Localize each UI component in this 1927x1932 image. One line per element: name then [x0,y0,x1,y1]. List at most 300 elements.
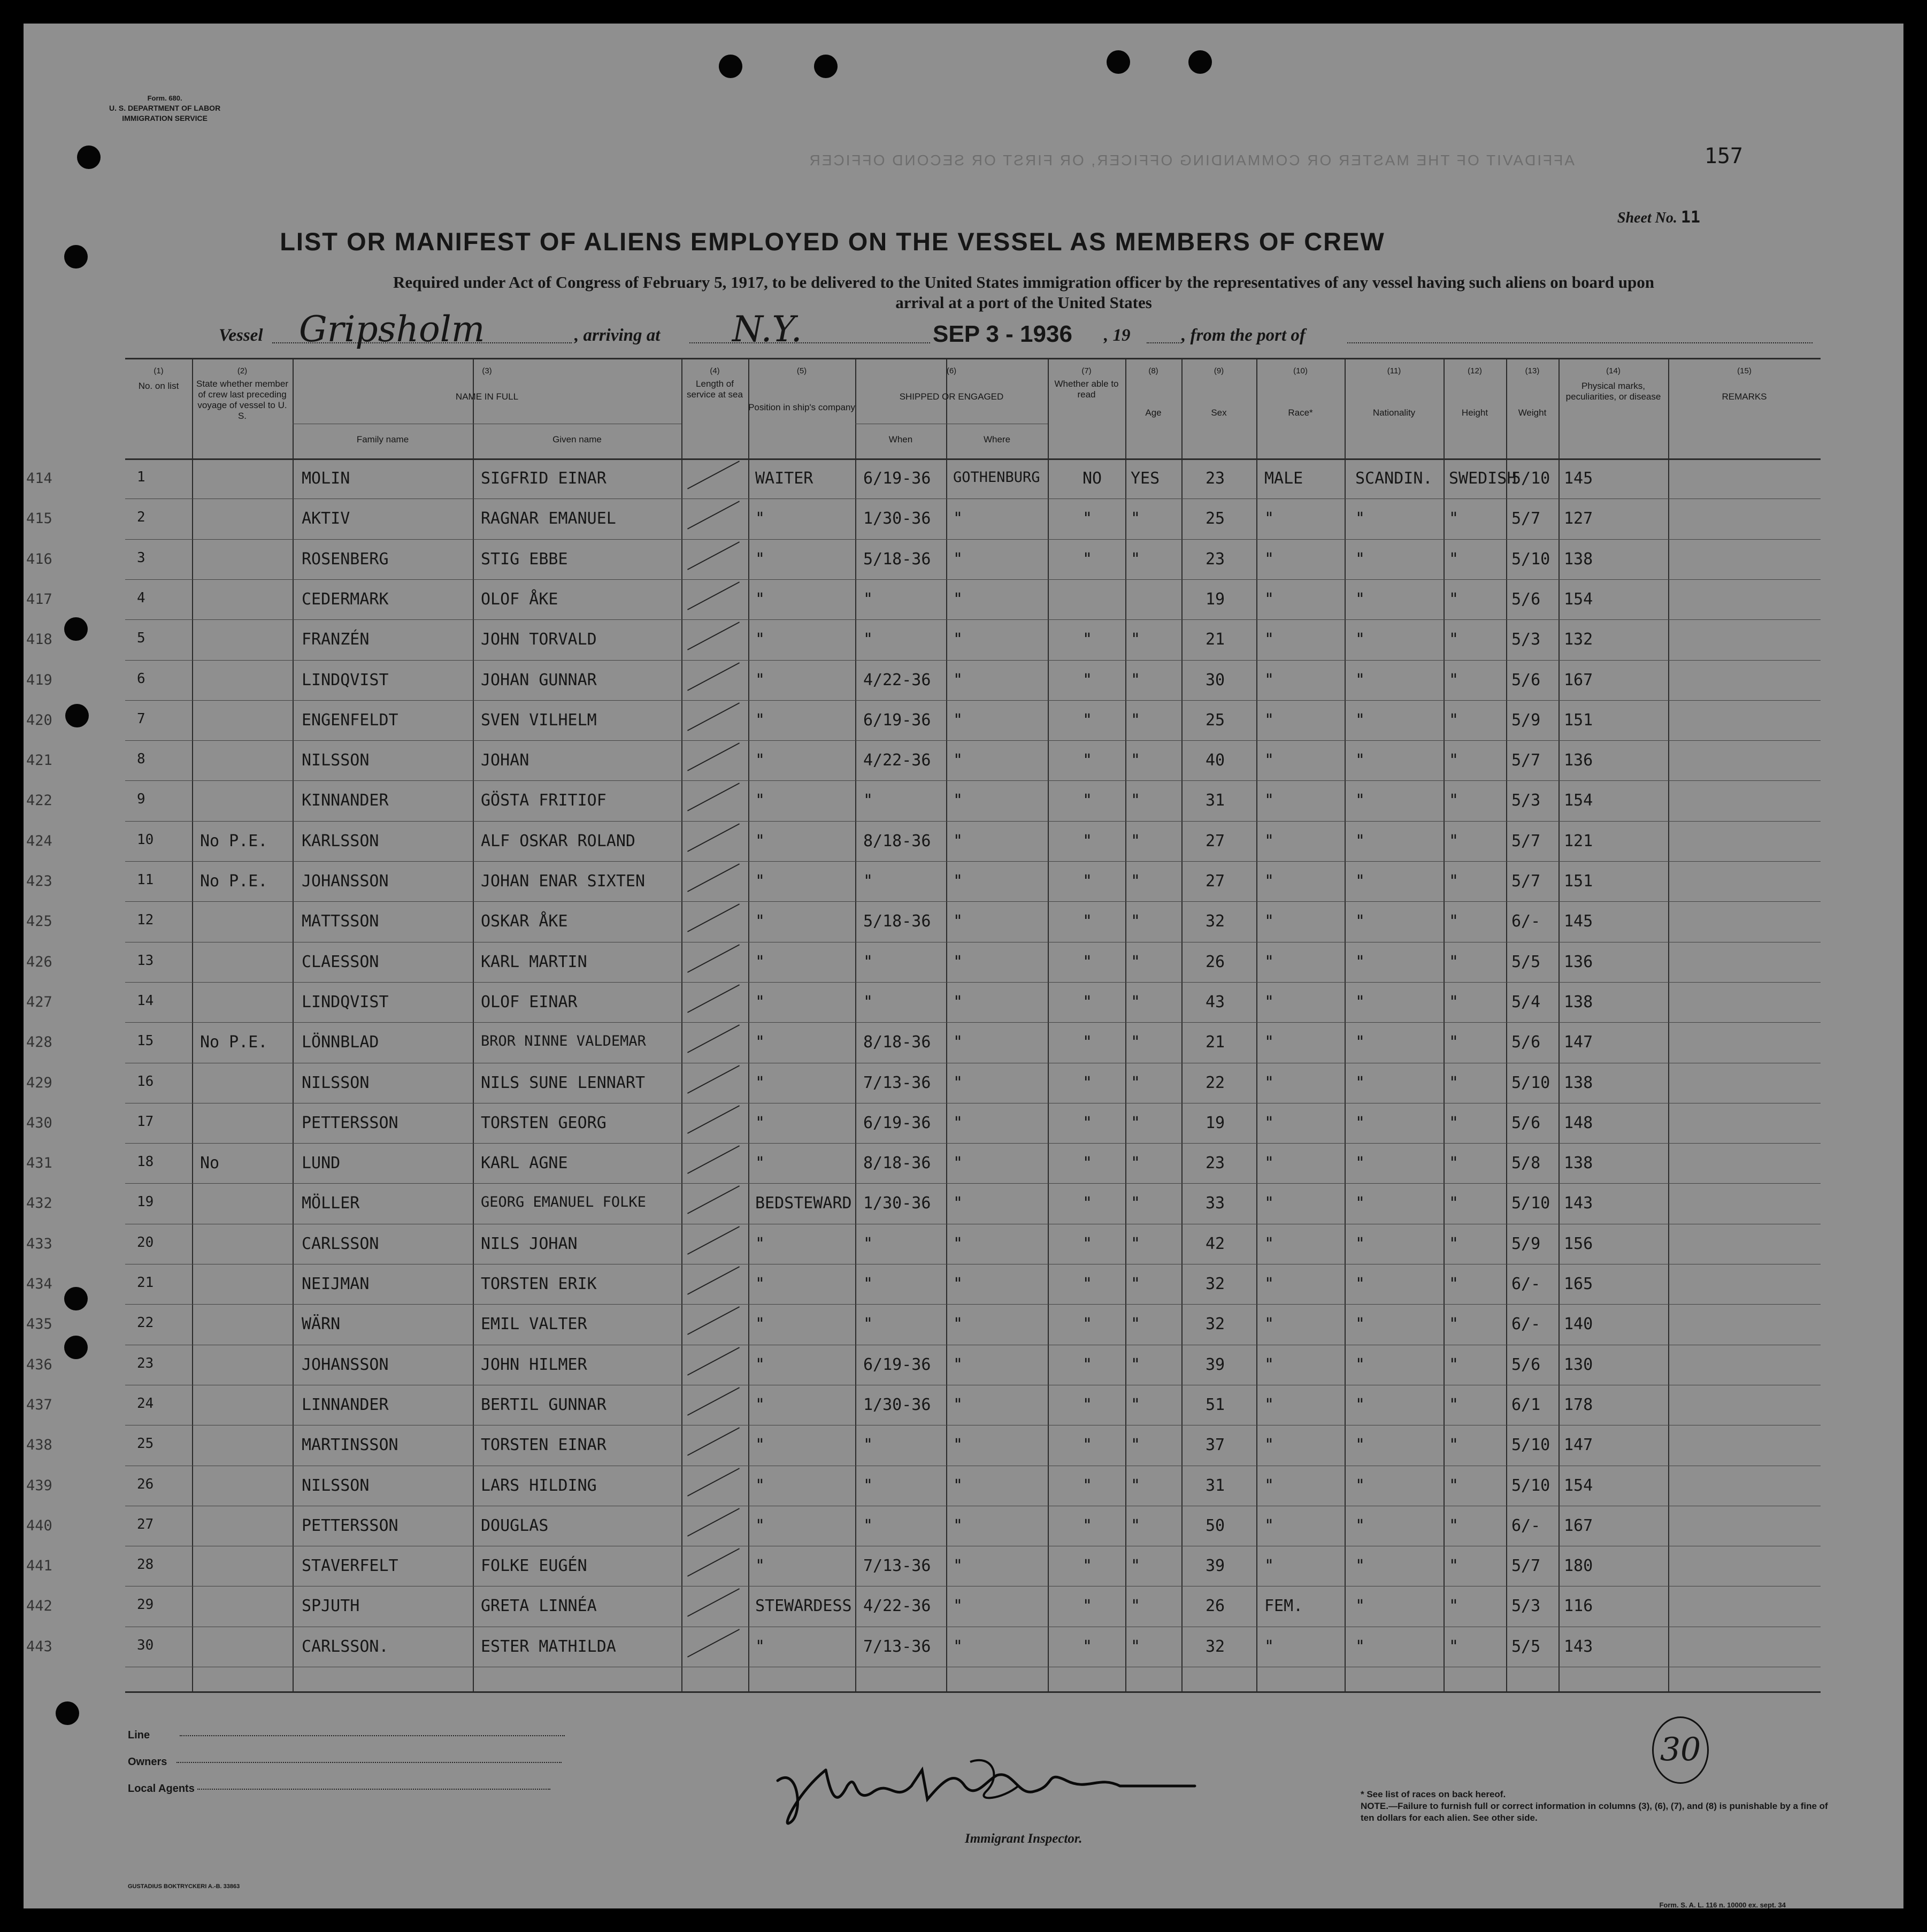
shipped-when: " [863,791,873,810]
shipped-when: " [863,952,873,971]
weight-value: 180 [1564,1557,1593,1576]
age-value: 21 [1206,1033,1225,1052]
height-value: 5/6 [1511,1355,1541,1374]
race-value: " [1355,992,1365,1011]
able-to-read-value: " [1131,992,1141,1011]
shipped-when: 7/13-36 [863,1073,931,1092]
height-value: 5/10 [1511,549,1550,569]
position-value: " [755,831,765,850]
height-value: 5/8 [1511,1154,1541,1173]
header-remarks: REMARKS [1722,392,1767,402]
shipped-when: " [863,992,873,1011]
shipped-when: 4/22-36 [863,670,931,689]
shipped-when: 7/13-36 [863,1557,931,1576]
pencil-slash [687,1226,740,1254]
sequence-number: 432 [26,1195,52,1212]
given-name: JOHN TORVALD [481,630,597,649]
row-number: 20 [137,1234,154,1251]
header-age: Age [1145,408,1162,418]
sequence-number: 443 [26,1638,52,1655]
header-c8-number: (8) [1148,366,1158,375]
nationality-value: " [1449,1073,1459,1092]
given-name: OLOF EINAR [481,992,578,1011]
nationality-value: " [1449,1154,1459,1173]
weight-value: 132 [1564,630,1593,649]
header-no-on-list: No. on list [138,381,179,391]
given-name: STIG EBBE [481,549,568,569]
position-value: " [755,1395,765,1414]
row-rule [125,1143,1821,1144]
shipped-when: 7/13-36 [863,1637,931,1656]
weight-value: 138 [1564,549,1593,569]
pencil-slash [687,904,740,932]
able-to-read-value: " [1131,1557,1141,1576]
age-value: 43 [1206,992,1225,1011]
sequence-number: 417 [26,591,52,608]
header-height: Height [1461,408,1488,418]
position-value: " [755,1275,765,1293]
header-rule [125,458,1821,460]
pencil-slash [687,1468,740,1496]
sex-value: MALE [1264,469,1303,488]
column-rule [748,359,749,1691]
family-name: PETTERSSON [302,1113,398,1132]
age-value: 32 [1206,912,1225,931]
row-number: 13 [137,952,154,969]
weight-value: 165 [1564,1275,1593,1293]
sex-value: " [1264,912,1275,931]
height-value: 5/6 [1511,1033,1541,1052]
race-value: " [1355,1395,1365,1414]
position-value: " [755,1557,765,1576]
vessel-label: Vessel [219,326,263,345]
paid-off-value: " [1083,549,1093,569]
races-note: * See list of races on back hereof. [1361,1789,1506,1799]
paid-off-value: " [1083,1476,1093,1495]
nationality-value: " [1449,1476,1459,1495]
height-value: 5/6 [1511,670,1541,689]
header-position: Position in ship's company [748,402,855,412]
bleed-through-text: AFFIDAVIT OF THE MASTER OR COMMANDING OFFICER, OR FIRST OR SECOND OFFICER [808,152,1575,168]
header-family-name: Family name [356,434,409,444]
shipped-when: " [863,1315,873,1334]
previous-voyage-value: No P.E. [200,872,268,891]
height-value: 5/4 [1511,992,1541,1011]
able-to-read-value: " [1131,952,1141,971]
family-name: LINDQVIST [302,992,389,1011]
able-to-read-value: " [1131,1113,1141,1132]
header-c4-number: (4) [710,366,720,375]
weight-value: 143 [1564,1194,1593,1213]
header-c11-number: (11) [1387,366,1401,375]
paid-off-value: NO [1083,469,1102,488]
race-value: " [1355,1355,1365,1374]
height-value: 5/3 [1511,1597,1541,1616]
height-value: 5/3 [1511,791,1541,810]
paid-off-value: " [1083,912,1093,931]
height-value: 5/5 [1511,1637,1541,1656]
nationality-value: " [1449,1637,1459,1656]
header-c10-number: (10) [1293,366,1308,375]
given-name: KARL MARTIN [481,952,587,971]
shipped-where: " [953,1597,963,1616]
row-number: 23 [137,1355,154,1371]
position-value: " [755,1315,765,1334]
weight-value: 116 [1564,1597,1593,1616]
race-value: " [1355,549,1365,569]
sex-value: " [1264,630,1275,649]
shipped-where: " [953,952,963,971]
sheet-label: Sheet No. [1617,210,1677,226]
able-to-read-value: " [1131,1234,1141,1253]
height-value: 6/- [1511,1275,1541,1293]
row-number: 12 [137,912,154,929]
weight-value: 147 [1564,1033,1593,1052]
given-name: OSKAR ÅKE [481,912,568,931]
family-name: KINNANDER [302,791,389,810]
paid-off-value: " [1083,1436,1093,1455]
family-name: STAVERFELT [302,1557,398,1576]
header-c14-number: (14) [1606,366,1621,375]
row-rule [125,619,1821,620]
sequence-number: 428 [26,1034,52,1051]
weight-value: 136 [1564,751,1593,770]
shipped-where: " [953,1073,963,1092]
vessel-name: Gripsholm [299,309,485,350]
row-rule [125,1183,1821,1184]
age-value: 25 [1206,509,1225,528]
family-name: ENGENFELDT [302,710,398,730]
column-rule [1256,359,1257,1691]
department-name: U. S. DEPARTMENT OF LABOR [109,104,221,112]
able-to-read-value: " [1131,1315,1141,1334]
family-name: NILSSON [302,1073,370,1092]
line-field: Line [128,1722,565,1749]
family-name: NILSSON [302,751,370,770]
position-value: " [755,872,765,891]
age-value: 23 [1206,469,1225,488]
height-value: 5/7 [1511,751,1541,770]
weight-value: 145 [1564,912,1593,931]
age-value: 51 [1206,1395,1225,1414]
age-value: 33 [1206,1194,1225,1213]
year-label: , 19 [1104,326,1131,345]
position-value: " [755,1516,765,1535]
manifest-sheet [24,24,1903,1908]
pencil-slash [687,742,740,771]
paid-off-value: " [1083,710,1093,730]
previous-voyage-value: No P.E. [200,1033,268,1052]
given-name: SVEN VILHELM [481,710,597,730]
punch-hole [64,1336,88,1359]
shipped-when: " [863,630,873,649]
age-value: 32 [1206,1315,1225,1334]
sequence-number: 431 [26,1155,52,1172]
previous-voyage-value: No [200,1154,220,1173]
sequence-number: 414 [26,470,52,487]
able-to-read-value: " [1131,1154,1141,1173]
nationality-value: " [1449,1033,1459,1052]
race-value: " [1355,1033,1365,1052]
paid-off-value: " [1083,952,1093,971]
paid-off-value: " [1083,1557,1093,1576]
header-length-of-service: Length of service at sea [687,379,743,400]
given-name: ALF OSKAR ROLAND [481,831,635,850]
sex-value: " [1264,1275,1275,1293]
able-to-read-value: " [1131,1355,1141,1374]
height-value: 5/7 [1511,509,1541,528]
row-rule [125,700,1821,701]
sex-value: " [1264,1033,1275,1052]
able-to-read-value: " [1131,751,1141,770]
sequence-number: 442 [26,1598,52,1615]
able-to-read-value: " [1131,791,1141,810]
arriving-label: , arriving at [574,326,661,345]
able-to-read-value: " [1131,1637,1141,1656]
previous-voyage-value: No P.E. [200,831,268,850]
pencil-slash [687,1629,740,1657]
family-name: MOLIN [302,469,350,488]
nationality-value: " [1449,549,1459,569]
row-rule [125,1022,1821,1023]
nationality-value: " [1449,710,1459,730]
column-rule [192,359,193,1691]
given-name: BROR NINNE VALDEMAR [481,1033,646,1050]
sex-value: " [1264,1637,1275,1656]
height-value: 5/10 [1511,1476,1550,1495]
race-value: " [1355,1436,1365,1455]
column-rule [1345,359,1346,1691]
race-value: " [1355,1113,1365,1132]
sex-value: " [1264,1395,1275,1414]
able-to-read-value: " [1131,1073,1141,1092]
sequence-number: 423 [26,873,52,890]
sequence-number: 436 [26,1356,52,1373]
punch-hole [56,1701,79,1725]
penalty-note: NOTE.—Failure to furnish full or correct information in columns (3), (6), (7), and (8) is punishable by a fine of ten dollars for each alien. See other side. [1361,1801,1828,1823]
weight-value: 138 [1564,1154,1593,1173]
race-value: " [1355,1275,1365,1293]
header-sex: Sex [1211,408,1227,418]
given-name: OLOF ÅKE [481,589,558,609]
row-rule [125,539,1821,540]
position-value: WAITER [755,469,813,488]
shipped-where: " [953,1395,963,1414]
given-name: DOUGLAS [481,1516,549,1535]
shipped-when: 4/22-36 [863,751,931,770]
height-value: 5/7 [1511,872,1541,891]
height-value: 5/5 [1511,952,1541,971]
row-number: 10 [137,831,154,848]
weight-value: 145 [1564,469,1593,488]
able-to-read-value: " [1131,1597,1141,1616]
header-where: Where [983,434,1011,444]
row-number: 5 [137,630,145,647]
family-name: CEDERMARK [302,589,389,609]
given-name: BERTIL GUNNAR [481,1395,606,1414]
shipped-when: 6/19-36 [863,1355,931,1374]
race-value: " [1355,791,1365,810]
row-number: 25 [137,1436,154,1452]
height-value: 5/6 [1511,1113,1541,1132]
sex-value: " [1264,952,1275,971]
sex-value: " [1264,589,1275,609]
row-rule [125,861,1821,862]
height-value: 6/- [1511,1315,1541,1334]
row-number: 27 [137,1516,154,1532]
able-to-read-value: YES [1131,469,1160,488]
race-value: " [1355,1557,1365,1576]
age-value: 22 [1206,1073,1225,1092]
given-name: RAGNAR EMANUEL [481,509,616,528]
paid-off-value: " [1083,630,1093,649]
shipped-when: 5/18-36 [863,912,931,931]
paid-off-value: " [1083,1395,1093,1414]
punch-hole [1107,50,1130,74]
paid-off-value: " [1083,992,1093,1011]
sex-value: " [1264,1436,1275,1455]
position-value: " [755,1154,765,1173]
pencil-slash [687,1145,740,1174]
row-number: 15 [137,1033,154,1049]
document-subtitle [237,272,1810,313]
pencil-slash [687,1548,740,1576]
pencil-slash [687,944,740,972]
weight-value: 178 [1564,1395,1593,1414]
able-to-read-value: " [1131,1194,1141,1213]
weight-value: 130 [1564,1355,1593,1374]
race-value: " [1355,952,1365,971]
sequence-number: 418 [26,631,52,648]
height-value: 5/10 [1511,1073,1550,1092]
row-number: 22 [137,1315,154,1331]
family-name: LUND [302,1154,341,1173]
nationality-value: SWEDISH [1449,469,1517,488]
sequence-number: 425 [26,913,52,930]
column-rule [1048,359,1049,1691]
paid-off-value: " [1083,1033,1093,1052]
owners-field: Owners [128,1749,565,1775]
shipped-where: " [953,509,963,528]
position-value: " [755,1073,765,1092]
shipped-where: " [953,1476,963,1495]
header-weight: Weight [1518,408,1547,418]
family-name: MARTINSSON [302,1436,398,1455]
family-name: JOHANSSON [302,1355,389,1374]
header-c3-number: (3) [482,366,492,375]
given-name: ESTER MATHILDA [481,1637,616,1656]
given-name: GÖSTA FRITIOF [481,791,606,810]
race-value: " [1355,589,1365,609]
nationality-value: " [1449,831,1459,850]
height-value: 5/7 [1511,1557,1541,1576]
header-c12-number: (12) [1468,366,1482,375]
weight-value: 138 [1564,992,1593,1011]
shipped-when: 1/30-36 [863,509,931,528]
position-value: " [755,1033,765,1052]
race-value: " [1355,872,1365,891]
row-number: 6 [137,670,145,687]
sex-value: " [1264,670,1275,689]
nationality-value: " [1449,1315,1459,1334]
form-identification [109,93,220,124]
family-name: LÖNNBLAD [302,1033,379,1052]
height-value: 5/3 [1511,630,1541,649]
row-number: 7 [137,710,145,727]
given-name: TORSTEN GEORG [481,1113,606,1132]
family-name: ROSENBERG [302,549,389,569]
shipped-when: 6/19-36 [863,469,931,488]
paid-off-value: " [1083,1637,1093,1656]
height-value: 6/1 [1511,1395,1541,1414]
pencil-slash [687,1065,740,1093]
form-number: Form. 680. [147,94,182,102]
height-value: 5/7 [1511,831,1541,850]
paid-off-value: " [1083,1597,1093,1616]
paid-off-value: " [1083,670,1093,689]
row-number: 11 [137,872,154,888]
sex-value: " [1264,872,1275,891]
given-name: NILS SUNE LENNART [481,1073,646,1092]
row-rule [125,740,1821,741]
pencil-slash [687,1347,740,1375]
paid-off-value: " [1083,1355,1093,1374]
pencil-slash [687,1427,740,1455]
column-rule [946,359,947,1691]
column-rule [1181,359,1183,1691]
sex-value: " [1264,1557,1275,1576]
able-to-read-value: " [1131,912,1141,931]
column-rule [473,359,474,1691]
from-port-label: , from the port of [1181,326,1306,345]
column-rule [855,359,856,1691]
able-to-read-value: " [1131,1516,1141,1535]
able-to-read-value: " [1131,1395,1141,1414]
sex-value: " [1264,549,1275,569]
age-value: 42 [1206,1234,1225,1253]
header-shipped-or-engaged: SHIPPED OR ENGAGED [899,392,1004,402]
sex-value: " [1264,1113,1275,1132]
sex-value: " [1264,1194,1275,1213]
pencil-slash [687,1105,740,1133]
shipped-when: " [863,589,873,609]
header-when: When [888,434,913,444]
paid-off-value: " [1083,1073,1093,1092]
sequence-number: 437 [26,1396,52,1413]
height-value: 5/6 [1511,589,1541,609]
height-value: 6/- [1511,1516,1541,1535]
family-name: CARLSSON [302,1234,379,1253]
shipped-when: " [863,1234,873,1253]
footnotes [1361,1789,1831,1824]
weight-value: 136 [1564,952,1593,971]
weight-value: 148 [1564,1113,1593,1132]
row-number: 24 [137,1395,154,1412]
sequence-number: 422 [26,792,52,809]
age-value: 27 [1206,872,1225,891]
shipped-where: " [953,1234,963,1253]
age-value: 32 [1206,1637,1225,1656]
family-name: KARLSSON [302,831,379,850]
race-value: SCANDIN. [1355,469,1433,488]
race-value: " [1355,1637,1365,1656]
pencil-slash [687,702,740,731]
shipped-when: " [863,1436,873,1455]
pencil-slash [687,1387,740,1415]
age-value: 31 [1206,1476,1225,1495]
nationality-value: " [1449,589,1459,609]
height-value: 5/9 [1511,1234,1541,1253]
